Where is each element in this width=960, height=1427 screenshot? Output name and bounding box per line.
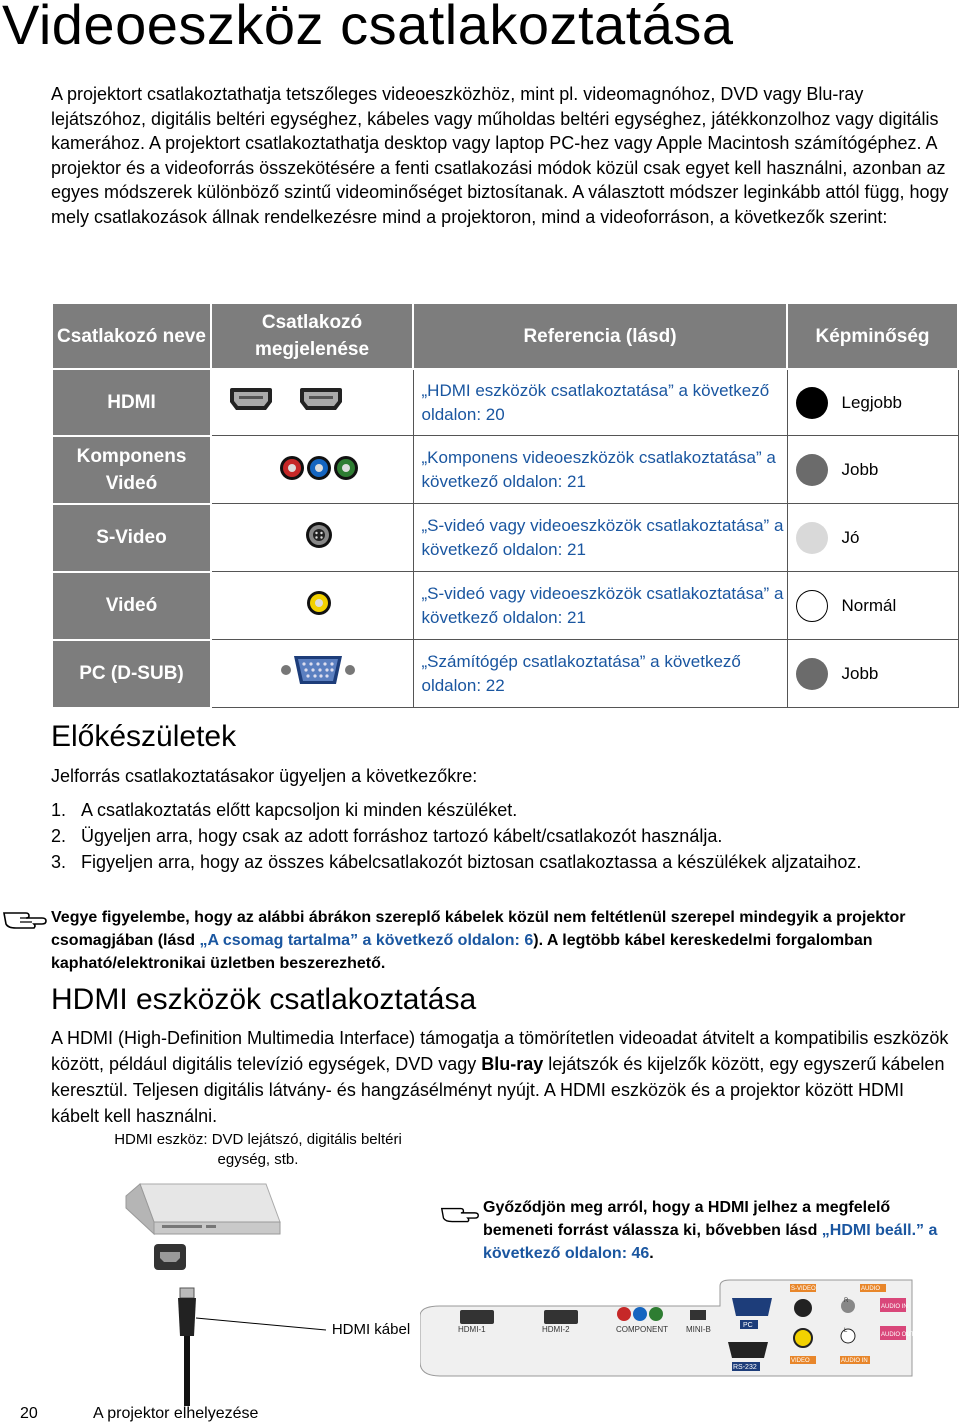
hdmi-ports-icon: [211, 369, 413, 436]
component-jacks-icon: [211, 436, 413, 504]
connector-name: HDMI: [52, 369, 211, 436]
table-row: [52, 436, 958, 504]
cable-note: Vegye figyelembe, hogy az alábbi ábrákon szereplő kábelek közül nem feltétlenül szerepel mindegyik a projektor csomagjában (lásd „A csomag tartalma” a következő oldalon: 6). A legtöbb kábel kereskedelmi forgalomban kapható/elektronikai üzletben beszerezhető.: [51, 909, 906, 972]
panel-label: RS-232: [733, 1364, 757, 1371]
reference-link[interactable]: „Komponens videoeszközök csatlakoztatása” a következő oldalon: 21: [413, 436, 787, 504]
prep-steps: [51, 797, 931, 875]
quality-dot-icon: [796, 387, 828, 419]
table-row: [52, 572, 958, 640]
panel-label: AUDIO OUT: [881, 1332, 915, 1338]
quality-label: Legjobb: [841, 392, 903, 412]
col-header-quality: Képminőség: [787, 303, 958, 369]
panel-label: AUDIO IN: [881, 1304, 908, 1310]
s-video-jack-icon: [211, 504, 413, 572]
table-header-row: [52, 303, 958, 369]
page-title: Videoeszköz csatlakoztatása: [2, 0, 734, 56]
hdmi-heading: HDMI eszközök csatlakoztatása: [51, 983, 477, 1016]
panel-label: HDMI-2: [542, 1325, 570, 1334]
quality-label: Jó: [841, 527, 860, 547]
reference-link[interactable]: „S-videó vagy videoeszközök csatlakoztatása” a következő oldalon: 21: [413, 504, 787, 572]
intro-paragraph: A projektort csatlakoztathatja tetszőleges videoeszközhöz, mint pl. videomagnóhoz, DVD vagy Blu-ray lejátszóhoz, digitális beltéri egységhez, kábeles vagy műholdas beltéri egységhez, játékkonzolhoz vagy digitális kamerához. A projektort csatlakoztathatja desktop vagy laptop PC-hez vagy Apple Macintosh számítógéphez. A projektor és a videoforrás összekötésére a fenti csatlakozási módok közül csak egyet kell használni, azonban az egyes módszerek különböző szintű videominőséget biztosítanak. A választott módszer leginkább attól függ, hogy mely csatlakozások állnak rendelkezésre mind a projektoron, mind a videoforráson, a következők szerint:: [51, 84, 949, 227]
panel-label: MINI-B: [686, 1325, 711, 1334]
pointing-hand-icon: [440, 1200, 480, 1224]
video-jack-icon: [211, 572, 413, 640]
quality-dot-icon: [796, 590, 828, 622]
pointing-hand-icon: [2, 904, 48, 930]
reference-link[interactable]: „Számítógép csatlakoztatása” a következő oldalon: 22: [413, 640, 787, 708]
col-header-look: Csatlakozó megjelenése: [211, 303, 413, 369]
panel-label: VIDEO: [791, 1358, 810, 1364]
connector-name: PC (D-SUB): [52, 640, 211, 708]
panel-label: PC: [743, 1322, 753, 1329]
panel-label: AUDIO: [861, 1286, 881, 1292]
quality-dot-icon: [796, 658, 828, 690]
panel-label: COMPONENT: [616, 1325, 668, 1334]
footer-section: A projektor elhelyezése: [93, 1405, 259, 1422]
hdmi-tip: Győződjön meg arról, hogy a HDMI jelhez a megfelelő bemeneti forrást válassza ki, bővebben lásd „HDMI beáll.” a következő oldalon: 46.: [483, 1199, 938, 1262]
list-item: 3. Figyeljen arra, hogy az összes kábelcsatlakozót biztosan csatlakoztassa a készülékek aljzataihoz.: [51, 852, 862, 872]
quality-label: Jobb: [841, 459, 879, 479]
list-item: 2. Ügyeljen arra, hogy csak az adott forráshoz tartozó kábelt/csatlakozót használja.: [51, 826, 723, 846]
connector-name: Komponens Videó: [52, 436, 211, 504]
prep-lead: Jelforrás csatlakoztatásakor ügyeljen a következőkre:: [51, 766, 478, 786]
col-header-ref: Referencia (lásd): [413, 303, 787, 369]
quality-dot-icon: [796, 522, 828, 554]
connector-name: Videó: [52, 572, 211, 640]
projector-panel-illustration: [420, 1276, 920, 1380]
connector-table: [51, 302, 959, 709]
hdmi-cable-illustration: [160, 1282, 360, 1412]
page-number: 20: [20, 1405, 38, 1422]
hdmi-paragraph: A HDMI (High-Definition Multimedia Interface) támogatja a tömörítetlen videoadat átvitelt a kompatibilis eszközök között, például digitális televízió egységek, DVD vagy Blu-ray lejátszók és kijelzők között, egy egyszerű kábelen keresztül. Teljesen digitális látvány- és hangzásélményt nyújt. A HDMI eszközök és a projektor között HDMI kábelt kell használni.: [51, 1028, 949, 1126]
prep-heading: Előkészületek: [51, 720, 237, 753]
list-item: 1. A csatlakoztatás előtt kapcsoljon ki minden készüléket.: [51, 800, 518, 820]
table-row: [52, 504, 958, 572]
quality-dot-icon: [796, 454, 828, 486]
dvd-player-illustration: [110, 1176, 290, 1286]
table-row: [52, 369, 958, 436]
reference-link[interactable]: „S-videó vagy videoeszközök csatlakoztatása” a következő oldalon: 21: [413, 572, 787, 640]
device-caption: HDMI eszköz: DVD lejátszó, digitális beltéri egység, stb.: [114, 1131, 402, 1168]
quality-label: Normál: [841, 595, 897, 615]
panel-label: R: [844, 1298, 849, 1304]
panel-label: L: [844, 1328, 848, 1334]
quality-label: Jobb: [841, 663, 879, 683]
connector-name: S-Video: [52, 504, 211, 572]
reference-link[interactable]: „HDMI eszközök csatlakoztatása” a következő oldalon: 20: [413, 369, 787, 436]
table-row: [52, 640, 958, 708]
col-header-name: Csatlakozó neve: [52, 303, 211, 369]
panel-label: S-VIDEO: [791, 1286, 816, 1292]
hdmi-settings-link[interactable]: „HDMI beáll.” a következő oldalon: 46: [483, 1222, 938, 1262]
panel-label: HDMI-1: [458, 1325, 486, 1334]
cable-caption: HDMI kábel: [331, 1321, 411, 1338]
panel-label: AUDIO IN: [841, 1358, 868, 1364]
package-contents-link[interactable]: „A csomag tartalma” a következő oldalon: 6: [199, 932, 534, 949]
vga-port-icon: [211, 640, 413, 708]
